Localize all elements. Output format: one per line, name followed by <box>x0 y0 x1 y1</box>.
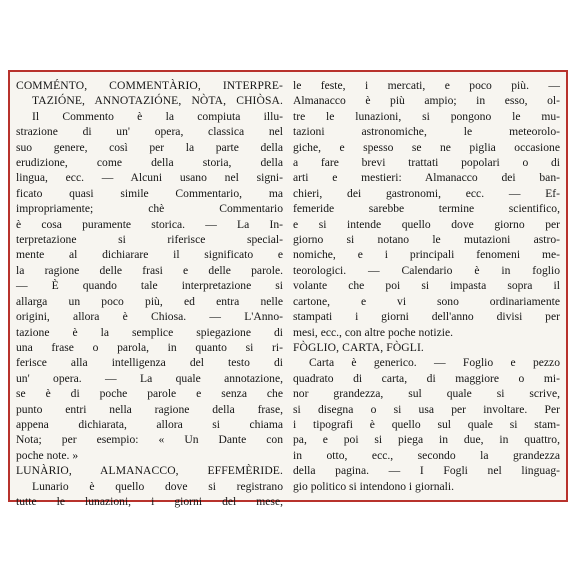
text-line: teorologici. — Calendario è in foglio <box>293 263 560 277</box>
entry-heading-commento: COMMÉNTO, COMMENTÀRIO, INTERPRE- <box>16 79 283 92</box>
text-line: cartone, e vi sono ordinariamente <box>293 294 560 308</box>
text-line: volante che poi si impasta sopra il <box>293 279 560 293</box>
text-line: se è di poche parole e senza che <box>16 387 283 401</box>
text-line: appena dichiarata, allora si chiama <box>16 417 283 431</box>
text-line: lingua, ecc. — Alcuni usano nel signi- <box>16 171 283 185</box>
text-line: Nota; per esempio: « Un Dante con <box>16 433 283 447</box>
text-line: la ragione delle frasi e delle parole. <box>16 263 283 277</box>
text-line: giche, e spesso se ne piglia occasione <box>293 140 560 154</box>
text-line: chieri, dei gastronomi, ecc. — Ef- <box>293 186 560 200</box>
text-line: nomiche, e i principali fenomeni me- <box>293 248 560 262</box>
text-line: tutte le lunazioni, i giorni del mese, <box>16 494 283 508</box>
text-line: si disegna o si usa per involtare. Per <box>293 402 560 416</box>
text-line: della pagina. — I Fogli nel linguag- <box>293 464 560 478</box>
right-column <box>288 78 560 494</box>
text-line: una frase o parola, in quanto si ri- <box>16 340 283 354</box>
text-line: impropriamente; chè Commentario <box>16 202 283 216</box>
text-line: un' opera. — La quale annotazione, <box>16 371 283 385</box>
text-line: femeride sarebbe termine scientifico, <box>293 202 560 216</box>
text-line: le feste, i mercati, e poco più. — <box>293 79 560 92</box>
text-line: tazione è la semplice spiegazione di <box>16 325 283 339</box>
text-line: mesi, ecc., con altre poche notizie. <box>293 325 453 339</box>
text-line: mente al dichiarare il significato e <box>16 248 283 262</box>
text-line: origini, allora è Chiosa. — L'Anno- <box>16 310 283 324</box>
text-line: i tipografi è quello sul quale si stam- <box>293 417 560 431</box>
text-line: Almanacco è più ampio; in esso, ol- <box>293 94 560 108</box>
text-line: punto entri nella ragione della frase, <box>16 402 283 416</box>
text-line: a fare brevi trattati popolari o di <box>293 156 560 170</box>
text-line: gio politico si intendono i giornali. <box>293 479 455 493</box>
text-line: ficato quasi simile Commentario, ma <box>16 186 283 200</box>
text-line: poche note. » <box>16 448 79 462</box>
text-line: è cosa puramente storica. — La In- <box>16 217 283 231</box>
text-line: — È quando tale interpretazione si <box>16 279 283 293</box>
text-line: strazione di un' opera, classica nel <box>16 125 283 139</box>
scanned-page-frame <box>8 70 568 508</box>
text-line: e si intende quello dove giorno per <box>293 217 560 231</box>
text-line: tazioni astronomiche, le meteorolo- <box>293 125 560 139</box>
text-line: ferisce alla intelligenza del testo di <box>16 356 283 370</box>
text-line: in otto, ecc., secondo la grandezza <box>293 448 560 462</box>
text-line: pa, e poi si piega in due, in quattro, <box>293 433 560 447</box>
text-line: Il Commento è la compiuta illu- <box>32 109 283 123</box>
dictionary-page <box>16 78 560 508</box>
text-line: tre le lunazioni, si pongono le mu- <box>293 109 560 123</box>
text-line: arti e mestieri: Almanacco dei ban- <box>293 171 560 185</box>
entry-heading-commento-cont: TAZIÓNE, ANNOTAZIÓNE, NÒTA, CHIÒSA. <box>32 94 283 108</box>
text-line: giorno si notano le mutazioni astro- <box>293 233 560 247</box>
text-line: allarga un poco più, ed entra nelle <box>16 294 283 308</box>
left-column <box>16 78 288 508</box>
text-line: Carta è generico. — Foglio e pezzo <box>309 356 560 370</box>
text-line: terpretazione si riferisce special- <box>16 233 283 247</box>
text-line: erudizione, come della storia, della <box>16 156 283 170</box>
text-line: suo genere, così per la parte della <box>16 140 283 154</box>
entry-heading-lunario: LUNÀRIO, ALMANACCO, EFFEMÈRIDE. <box>16 464 283 478</box>
entry-heading-foglio: FÒGLIO, CARTA, FÒGLI. <box>293 340 424 354</box>
text-line: stampati i giorni dell'anno divisi per <box>293 310 560 324</box>
text-line: Lunario è quello dove si registrano <box>32 479 283 493</box>
text-line: nor grandezza, sul quale si scrive, <box>293 387 560 401</box>
text-line: quadrato di carta, di maggiore o mi- <box>293 371 560 385</box>
